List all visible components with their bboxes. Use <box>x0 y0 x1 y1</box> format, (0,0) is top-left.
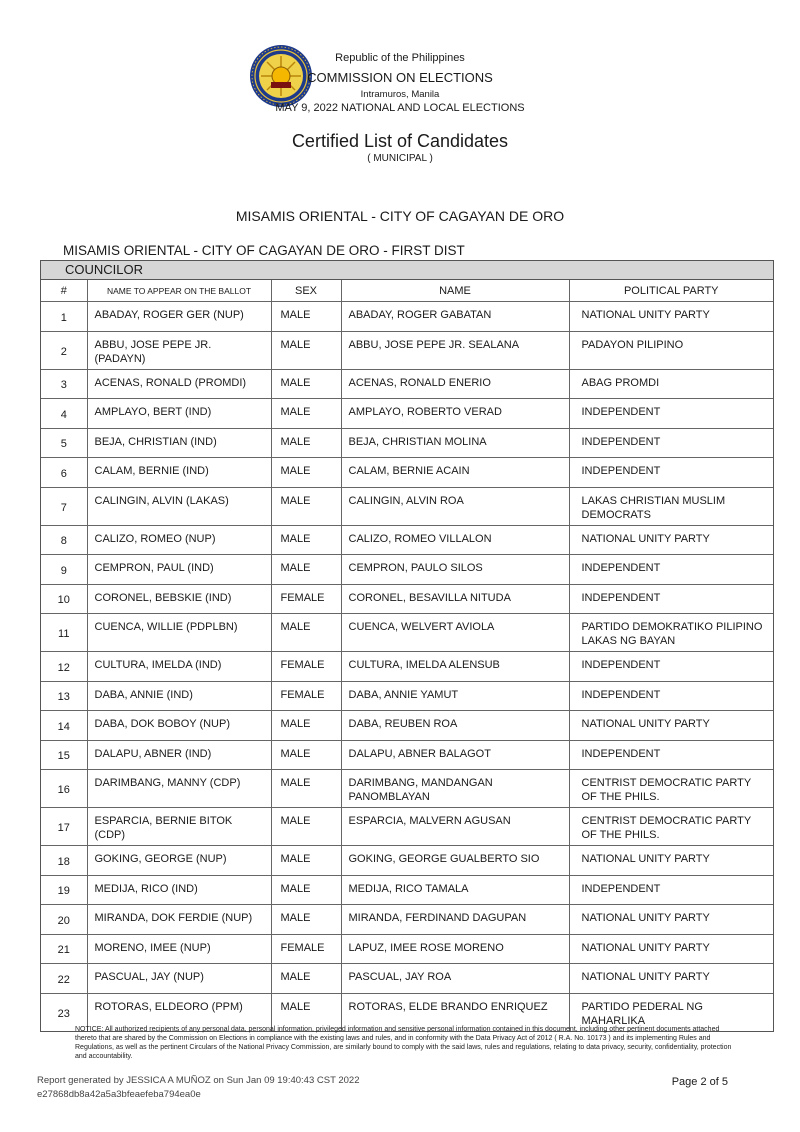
ballot-name-cell: ABADAY, ROGER GER (NUP) <box>87 302 271 332</box>
row-number: 5 <box>41 428 87 458</box>
table-row <box>41 681 773 711</box>
ballot-name-cell: BEJA, CHRISTIAN (IND) <box>87 428 271 458</box>
sex-cell: MALE <box>271 614 341 652</box>
full-name-cell: CALAM, BERNIE ACAIN <box>341 458 569 488</box>
table-header-row <box>41 280 773 302</box>
ballot-name-cell: DABA, DOK BOBOY (NUP) <box>87 711 271 741</box>
full-name-cell: ACENAS, RONALD ENERIO <box>341 369 569 399</box>
ballot-name-cell: CEMPRON, PAUL (IND) <box>87 555 271 585</box>
full-name-cell: DABA, REUBEN ROA <box>341 711 569 741</box>
table-row <box>41 964 773 994</box>
ballot-name-cell: DALAPU, ABNER (IND) <box>87 740 271 770</box>
report-generated: Report generated by JESSICA A MUÑOZ on Sun Jan 09 19:40:43 CST 2022 <box>37 1075 360 1086</box>
row-number: 20 <box>41 905 87 935</box>
party-cell: INDEPENDENT <box>569 399 773 429</box>
full-name-cell: MIRANDA, FERDINAND DAGUPAN <box>341 905 569 935</box>
full-name-cell: ABADAY, ROGER GABATAN <box>341 302 569 332</box>
col-number-header: # <box>41 280 87 302</box>
sex-cell: FEMALE <box>271 652 341 682</box>
table-row <box>41 875 773 905</box>
location-heading: MISAMIS ORIENTAL - CITY OF CAGAYAN DE ORO <box>235 208 565 224</box>
row-number: 14 <box>41 711 87 741</box>
ballot-name-cell: MEDIJA, RICO (IND) <box>87 875 271 905</box>
row-number: 8 <box>41 525 87 555</box>
sex-cell: MALE <box>271 964 341 994</box>
row-number: 23 <box>41 993 87 1031</box>
sex-cell: FEMALE <box>271 584 341 614</box>
party-cell: ABAG PROMDI <box>569 369 773 399</box>
col-party-header: POLITICAL PARTY <box>569 280 773 302</box>
commission-city: Intramuros, Manila <box>360 89 440 100</box>
table-row <box>41 934 773 964</box>
sex-cell: MALE <box>271 525 341 555</box>
row-number: 1 <box>41 302 87 332</box>
row-number: 17 <box>41 808 87 846</box>
party-cell: LAKAS CHRISTIAN MUSLIM DEMOCRATS <box>569 487 773 525</box>
table-row <box>41 331 773 369</box>
sex-cell: MALE <box>271 905 341 935</box>
row-number: 16 <box>41 770 87 808</box>
ballot-name-cell: MIRANDA, DOK FERDIE (NUP) <box>87 905 271 935</box>
sex-cell: MALE <box>271 555 341 585</box>
ballot-name-cell: CULTURA, IMELDA (IND) <box>87 652 271 682</box>
table-row <box>41 740 773 770</box>
table-row <box>41 525 773 555</box>
full-name-cell: BEJA, CHRISTIAN MOLINA <box>341 428 569 458</box>
table-row <box>41 614 773 652</box>
row-number: 3 <box>41 369 87 399</box>
full-name-cell: GOKING, GEORGE GUALBERTO SIO <box>341 846 569 876</box>
full-name-cell: CUENCA, WELVERT AVIOLA <box>341 614 569 652</box>
col-ballot-name-header: NAME TO APPEAR ON THE BALLOT <box>87 280 271 302</box>
sex-cell: MALE <box>271 808 341 846</box>
report-hash: e27868db8a42a5a3bfeaefeba794ea0e <box>37 1089 201 1100</box>
full-name-cell: CORONEL, BESAVILLA NITUDA <box>341 584 569 614</box>
row-number: 12 <box>41 652 87 682</box>
row-number: 13 <box>41 681 87 711</box>
table-row <box>41 399 773 429</box>
table-row <box>41 905 773 935</box>
table-row <box>41 711 773 741</box>
col-sex-header: SEX <box>271 280 341 302</box>
sex-cell: MALE <box>271 487 341 525</box>
party-cell: NATIONAL UNITY PARTY <box>569 711 773 741</box>
col-name-header: NAME <box>341 280 569 302</box>
ballot-name-cell: ACENAS, RONALD (PROMDI) <box>87 369 271 399</box>
full-name-cell: LAPUZ, IMEE ROSE MORENO <box>341 934 569 964</box>
table-row <box>41 458 773 488</box>
candidates-table <box>40 260 774 1032</box>
party-cell: INDEPENDENT <box>569 875 773 905</box>
sex-cell: MALE <box>271 331 341 369</box>
sex-cell: MALE <box>271 711 341 741</box>
row-number: 19 <box>41 875 87 905</box>
page-title: Certified List of Candidates <box>291 131 509 151</box>
ballot-name-cell: DABA, ANNIE (IND) <box>87 681 271 711</box>
full-name-cell: CULTURA, IMELDA ALENSUB <box>341 652 569 682</box>
sex-cell: MALE <box>271 302 341 332</box>
ballot-name-cell: MORENO, IMEE (NUP) <box>87 934 271 964</box>
ballot-name-cell: ESPARCIA, BERNIE BITOK (CDP) <box>87 808 271 846</box>
row-number: 4 <box>41 399 87 429</box>
table-row <box>41 846 773 876</box>
party-cell: PADAYON PILIPINO <box>569 331 773 369</box>
sex-cell: MALE <box>271 740 341 770</box>
full-name-cell: ABBU, JOSE PEPE JR. SEALANA <box>341 331 569 369</box>
position-label: COUNCILOR <box>41 261 773 280</box>
district-heading: MISAMIS ORIENTAL - CITY OF CAGAYAN DE ORO - FIRST DIST <box>63 243 465 258</box>
party-cell: NATIONAL UNITY PARTY <box>569 964 773 994</box>
party-cell: INDEPENDENT <box>569 428 773 458</box>
sex-cell: MALE <box>271 770 341 808</box>
full-name-cell: DABA, ANNIE YAMUT <box>341 681 569 711</box>
full-name-cell: MEDIJA, RICO TAMALA <box>341 875 569 905</box>
table-row <box>41 808 773 846</box>
sex-cell: MALE <box>271 458 341 488</box>
table-row <box>41 369 773 399</box>
row-number: 21 <box>41 934 87 964</box>
page-number: Page 2 of 5 <box>671 1076 728 1088</box>
party-cell: NATIONAL UNITY PARTY <box>569 846 773 876</box>
full-name-cell: CEMPRON, PAULO SILOS <box>341 555 569 585</box>
full-name-cell: CALIZO, ROMEO VILLALON <box>341 525 569 555</box>
party-cell: INDEPENDENT <box>569 681 773 711</box>
full-name-cell: AMPLAYO, ROBERTO VERAD <box>341 399 569 429</box>
party-cell: NATIONAL UNITY PARTY <box>569 934 773 964</box>
ballot-name-cell: CUENCA, WILLIE (PDPLBN) <box>87 614 271 652</box>
full-name-cell: PASCUAL, JAY ROA <box>341 964 569 994</box>
row-number: 15 <box>41 740 87 770</box>
sex-cell: MALE <box>271 428 341 458</box>
party-cell: NATIONAL UNITY PARTY <box>569 905 773 935</box>
ballot-name-cell: ABBU, JOSE PEPE JR. (PADAYN) <box>87 331 271 369</box>
party-cell: NATIONAL UNITY PARTY <box>569 525 773 555</box>
party-cell: INDEPENDENT <box>569 740 773 770</box>
table-row <box>41 555 773 585</box>
ballot-name-cell: PASCUAL, JAY (NUP) <box>87 964 271 994</box>
full-name-cell: CALINGIN, ALVIN ROA <box>341 487 569 525</box>
republic-line: Republic of the Philippines <box>335 52 465 64</box>
table-row <box>41 770 773 808</box>
privacy-notice: NOTICE: All authorized recipients of any personal data, personal information, privileged information and sensitive personal information contained in this document, including other pertinent documents attached thereto that are shared by the Commission on Elections in compliance with the existing laws and rules, and in conformity with the Data Privacy Act of 2012 ( R.A. No. 10173 ) and its implementing Rules and Regulations, as well as the pertinent Circulars of the National Privacy Commission, are similarly bound to comply with the said laws, rules and regulations, relating to data privacy, security, confidentiality, protection and accountability. <box>75 1026 732 1060</box>
sex-cell: MALE <box>271 846 341 876</box>
row-number: 2 <box>41 331 87 369</box>
party-cell: INDEPENDENT <box>569 555 773 585</box>
row-number: 22 <box>41 964 87 994</box>
page-subtitle: ( MUNICIPAL ) <box>367 153 433 164</box>
sex-cell: MALE <box>271 993 341 1031</box>
full-name-cell: ROTORAS, ELDE BRANDO ENRIQUEZ <box>341 993 569 1031</box>
party-cell: PARTIDO DEMOKRATIKO PILIPINO LAKAS NG BAYAN <box>569 614 773 652</box>
table-row <box>41 652 773 682</box>
sex-cell: FEMALE <box>271 681 341 711</box>
party-cell: INDEPENDENT <box>569 584 773 614</box>
commission-name: COMMISSION ON ELECTIONS <box>307 70 493 85</box>
sex-cell: FEMALE <box>271 934 341 964</box>
row-number: 9 <box>41 555 87 585</box>
full-name-cell: DARIMBANG, MANDANGAN PANOMBLAYAN <box>341 770 569 808</box>
party-cell: CENTRIST DEMOCRATIC PARTY OF THE PHILS. <box>569 770 773 808</box>
sex-cell: MALE <box>271 875 341 905</box>
row-number: 11 <box>41 614 87 652</box>
ballot-name-cell: CALINGIN, ALVIN (LAKAS) <box>87 487 271 525</box>
party-cell: PARTIDO PEDERAL NG MAHARLIKA <box>569 993 773 1031</box>
ballot-name-cell: DARIMBANG, MANNY (CDP) <box>87 770 271 808</box>
ballot-name-cell: AMPLAYO, BERT (IND) <box>87 399 271 429</box>
party-cell: INDEPENDENT <box>569 652 773 682</box>
ballot-name-cell: GOKING, GEORGE (NUP) <box>87 846 271 876</box>
party-cell: NATIONAL UNITY PARTY <box>569 302 773 332</box>
party-cell: INDEPENDENT <box>569 458 773 488</box>
row-number: 6 <box>41 458 87 488</box>
row-number: 10 <box>41 584 87 614</box>
table-row <box>41 302 773 332</box>
ballot-name-cell: CORONEL, BEBSKIE (IND) <box>87 584 271 614</box>
ballot-name-cell: CALAM, BERNIE (IND) <box>87 458 271 488</box>
table-row <box>41 428 773 458</box>
row-number: 18 <box>41 846 87 876</box>
full-name-cell: DALAPU, ABNER BALAGOT <box>341 740 569 770</box>
party-cell: CENTRIST DEMOCRATIC PARTY OF THE PHILS. <box>569 808 773 846</box>
table-row <box>41 487 773 525</box>
ballot-name-cell: ROTORAS, ELDEORO (PPM) <box>87 993 271 1031</box>
table-row <box>41 584 773 614</box>
row-number: 7 <box>41 487 87 525</box>
election-name: MAY 9, 2022 NATIONAL AND LOCAL ELECTIONS <box>275 102 525 114</box>
full-name-cell: ESPARCIA, MALVERN AGUSAN <box>341 808 569 846</box>
sex-cell: MALE <box>271 369 341 399</box>
ballot-name-cell: CALIZO, ROMEO (NUP) <box>87 525 271 555</box>
sex-cell: MALE <box>271 399 341 429</box>
